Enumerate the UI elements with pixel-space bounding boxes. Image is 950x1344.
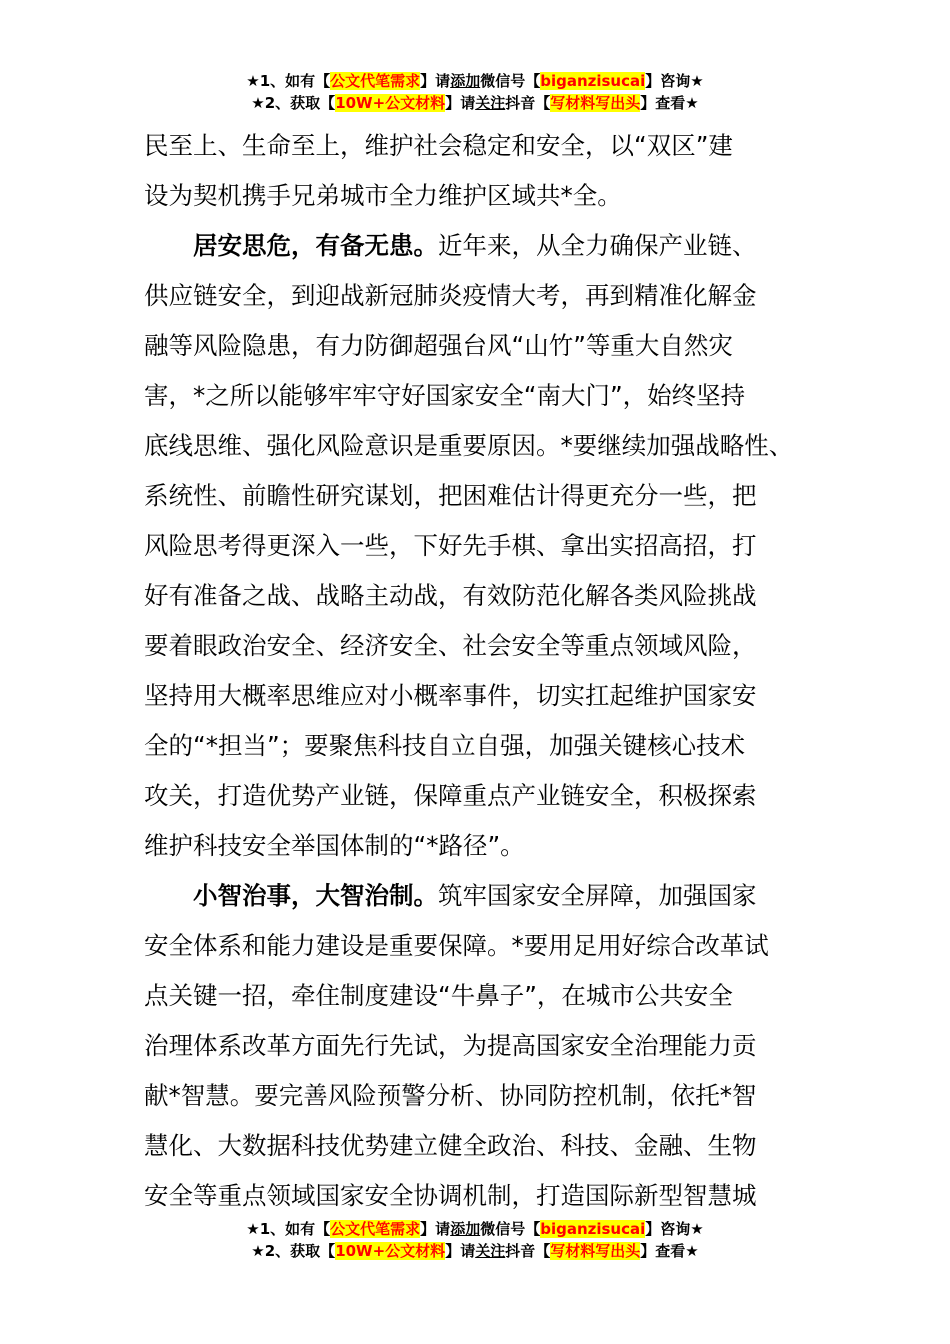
- body-line: 民至上、生命至上，维护社会稳定和安全，以“双区”建: [144, 131, 733, 160]
- banner-line-2: [0, 1240, 950, 1262]
- banner-underlined: 添加: [450, 72, 481, 90]
- banner-highlight: biganzisucai: [540, 72, 646, 90]
- body-line: 系统性、前瞻性研究谋划，把困难估计得更充分一些，把: [144, 481, 757, 510]
- banner-text: ★2、获取【: [251, 1242, 336, 1260]
- banner-highlight: 10W+公文材料: [335, 1242, 446, 1260]
- body-line: 好有准备之战、战略主动战，有效防范化解各类风险挑战: [144, 581, 757, 610]
- banner-text: 】请: [445, 94, 476, 112]
- banner-underlined: 关注: [475, 1242, 506, 1260]
- banner-text: 】请: [420, 1220, 451, 1238]
- body-line: 供应链安全，到迎战新冠肺炎疫情大考，再到精准化解金: [144, 281, 757, 310]
- body-line: 维护科技安全举国体制的“*路径”。: [144, 831, 525, 860]
- banner-highlight: 公文代笔需求: [330, 1220, 421, 1238]
- banner-line-2: [0, 92, 950, 114]
- banner-line-1: [0, 1218, 950, 1240]
- body-line: 风险思考得更深入一些，下好先手棋、拿出实招高招，打: [144, 531, 757, 560]
- body-line: 筑牢国家安全屏障，加强国家: [438, 881, 757, 910]
- banner-text: ★1、如有【: [246, 72, 331, 90]
- body-line: 安全等重点领域国家安全协调机制，打造国际新型智慧城: [144, 1181, 757, 1210]
- banner-text: 】请: [445, 1242, 476, 1260]
- body-line: 设为契机携手兄弟城市全力维护区域共*全。: [144, 181, 622, 210]
- body-line: 坚持用大概率思维应对小概率事件，切实扛起维护国家安: [144, 681, 757, 710]
- footer-banner: [0, 1218, 950, 1262]
- banner-text: 】请: [420, 72, 451, 90]
- body-line: 点关键一招，牵住制度建设“牛鼻子”，在城市公共安全: [144, 981, 733, 1010]
- banner-text: 抖音【: [505, 1242, 551, 1260]
- body-line: 要着眼政治安全、经济安全、社会安全等重点领域风险，: [144, 631, 757, 660]
- banner-text: 】咨询★: [645, 1220, 704, 1238]
- paragraph-start: [144, 871, 824, 921]
- banner-highlight: biganzisucai: [540, 1220, 646, 1238]
- banner-highlight: 公文代笔需求: [330, 72, 421, 90]
- body-line: 慧化、大数据科技优势建立健全政治、科技、金融、生物: [144, 1131, 757, 1160]
- document-body: [144, 121, 824, 1221]
- banner-line-1: [0, 70, 950, 92]
- header-banner: [0, 70, 950, 114]
- body-line: 治理体系改革方面先行先试，为提高国家安全治理能力贡: [144, 1031, 757, 1060]
- body-line: 害，*之所以能够牢牢守好国家安全“南大门”，始终坚持: [144, 381, 746, 410]
- banner-text: 微信号【: [480, 1220, 541, 1238]
- banner-text: ★1、如有【: [246, 1220, 331, 1238]
- banner-text: ★2、获取【: [251, 94, 336, 112]
- banner-text: 】咨询★: [645, 72, 704, 90]
- body-line: 底线思维、强化风险意识是重要原因。*要继续加强战略性、: [144, 431, 794, 460]
- banner-highlight: 写材料写出头: [550, 1242, 641, 1260]
- body-line: 安全体系和能力建设是重要保障。*要用足用好综合改革试: [144, 931, 769, 960]
- paragraph-heading: 居安思危，有备无患。: [193, 231, 438, 260]
- body-line: 近年来，从全力确保产业链、: [438, 231, 757, 260]
- banner-text: 】查看★: [640, 1242, 699, 1260]
- banner-highlight: 写材料写出头: [550, 94, 641, 112]
- banner-underlined: 关注: [475, 94, 506, 112]
- body-line: 融等风险隐患，有力防御超强台风“山竹”等重大自然灾: [144, 331, 733, 360]
- banner-text: 】查看★: [640, 94, 699, 112]
- paragraph-start: [144, 221, 824, 271]
- banner-text: 抖音【: [505, 94, 551, 112]
- paragraph-heading: 小智治事，大智治制。: [193, 881, 438, 910]
- body-line: 攻关，打造优势产业链，保障重点产业链安全，积极探索: [144, 781, 757, 810]
- banner-highlight: 10W+公文材料: [335, 94, 446, 112]
- banner-text: 微信号【: [480, 72, 541, 90]
- body-line: 全的“*担当”；要聚焦科技自立自强，加强关键核心技术: [144, 731, 746, 760]
- body-line: 献*智慧。要完善风险预警分析、协同防控机制，依托*智: [144, 1081, 757, 1110]
- banner-underlined: 添加: [450, 1220, 481, 1238]
